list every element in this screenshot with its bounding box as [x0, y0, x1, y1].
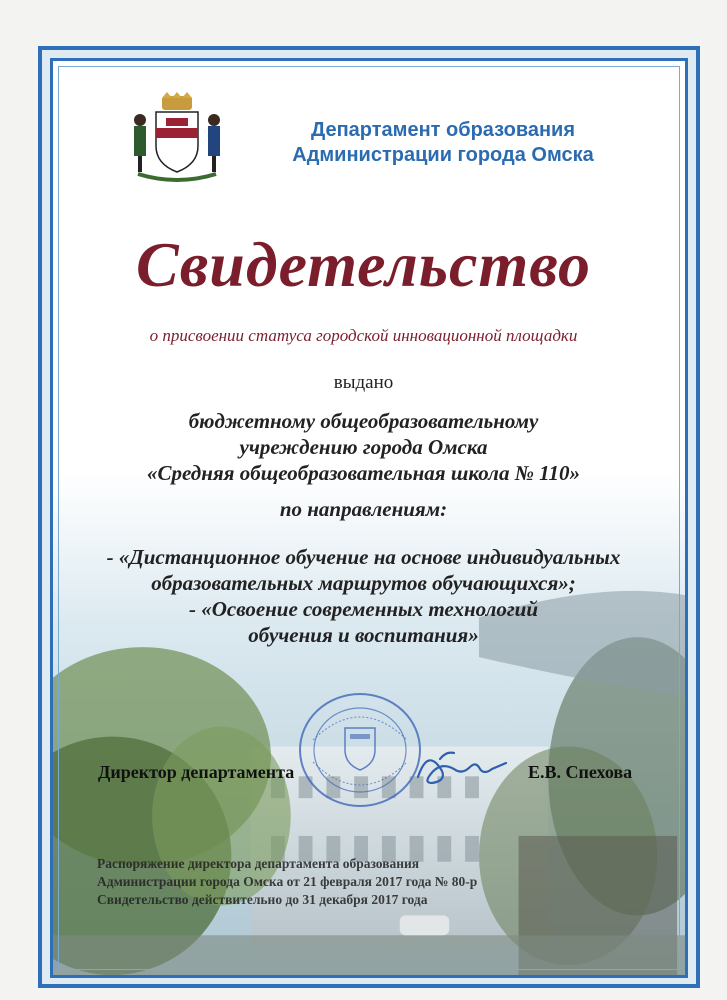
recipient-line-1: бюджетному общеобразовательному [188, 409, 539, 433]
direction-1-line-2: образовательных маршрутов обучающихся»; [151, 571, 576, 595]
department-name [278, 118, 608, 168]
omsk-coat-of-arms-icon [118, 90, 236, 186]
direction-2-line-1: - «Освоение современных технологий [188, 597, 538, 621]
order-line-3: Свидетельство действительно до 31 декабря 2017 года [97, 892, 428, 907]
directions-label: по направлениям: [279, 497, 448, 521]
order-line-2: Администрации города Омска от 21 февраля 2017 года № 80-р [97, 874, 478, 889]
director-name: Е.В. Спехова [528, 762, 633, 782]
direction-1-line-1: - «Дистанционное обучение на основе индивидуальных [106, 545, 621, 569]
order-reference [97, 855, 477, 909]
directions-list [0, 544, 727, 648]
recipient-line-3: «Средняя общеобразовательная школа № 110» [146, 461, 581, 485]
certificate-title: Свидетельство [136, 229, 591, 300]
order-line-1: Распоряжение директора департамента образования [97, 856, 420, 871]
certificate-subtitle: о присвоении статуса городской инновационной площадки [149, 326, 578, 345]
director-title: Директор департамента [98, 762, 295, 782]
recipient-block [0, 408, 727, 486]
department-line-1: Департамент образования [310, 119, 576, 141]
issued-word: выдано [333, 372, 394, 393]
direction-2-line-2: обучения и воспитания» [248, 623, 479, 647]
round-stamp-seal-icon [295, 690, 425, 810]
handwritten-signature-icon [410, 745, 520, 790]
department-line-2: Администрации города Омска [292, 144, 594, 166]
recipient-line-2: учреждению города Омска [239, 435, 488, 459]
